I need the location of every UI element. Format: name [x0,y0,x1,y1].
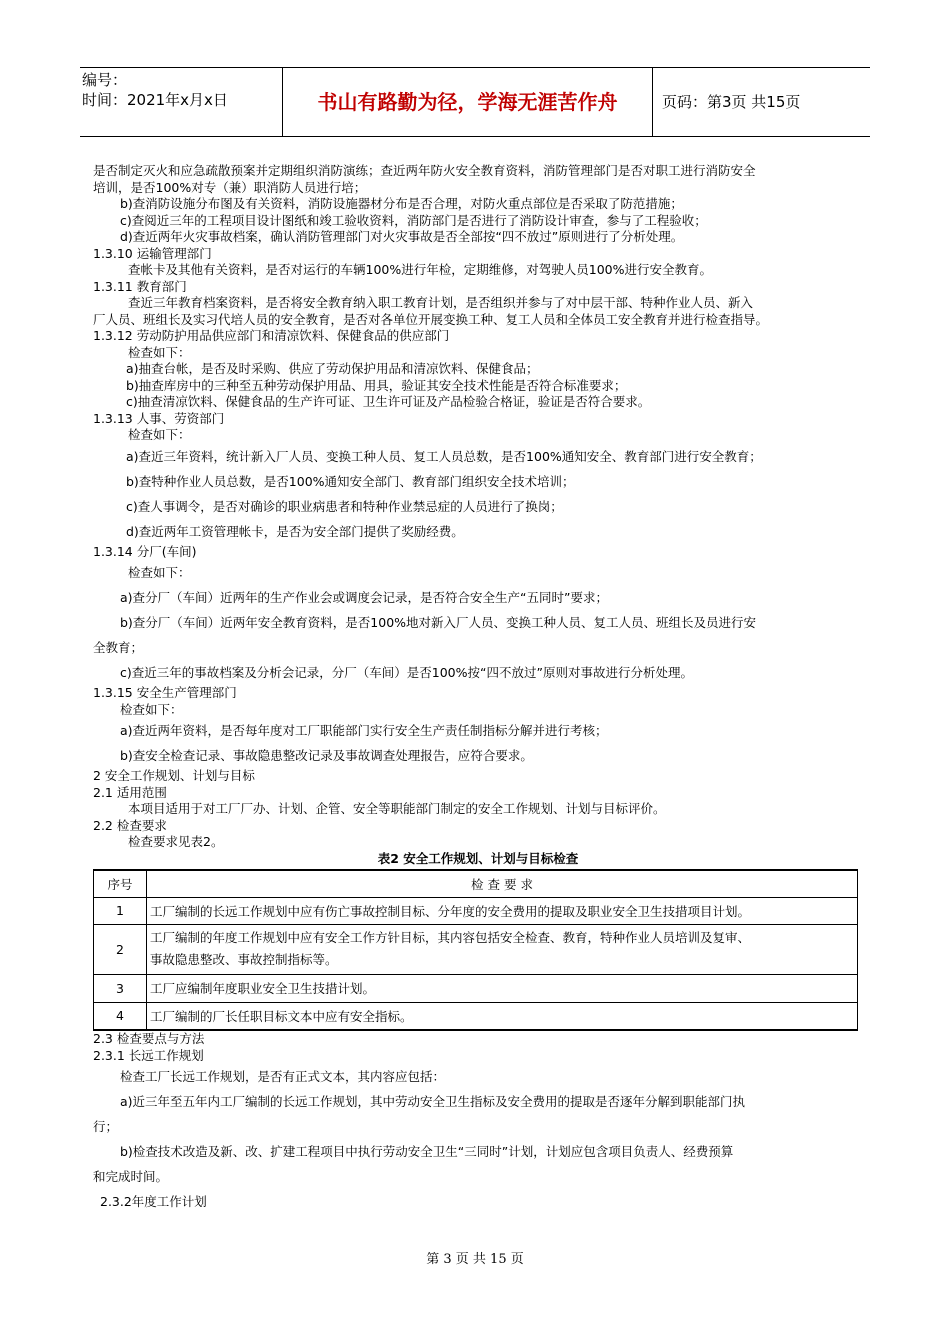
paragraph-line: 培训，是否100%对专（兼）职消防人员进行培； [93,179,367,195]
paragraph-line: 行； [93,1119,119,1134]
paragraph-line: 检查如下： [128,344,191,360]
paragraph-line: 本项目适用于对工厂厂办、计划、企管、安全等职能部门制定的安全工作规划、计划与目标评价。 [128,801,666,816]
paragraph-line: a)近三年至五年内工厂编制的长远工作规划，其中劳动安全卫生指标及安全费用的提取是否逐年分解到职能部门执 [120,1094,746,1109]
paragraph-line: 全教育； [93,640,144,655]
paragraph-line: b)查分厂（车间）近两年安全教育资料，是否100%地对新入厂人员、变换工种人员、复工人员、班组长及员进行安 [120,615,757,630]
paragraph-line: 是否制定灭火和应急疏散预案并定期组织消防演练；查近两年防火安全教育资料，消防管理部门是否对职工进行消防安全 [93,163,756,178]
inspection-table [93,869,858,1031]
table-row [94,897,858,924]
header-motto: 书山有路勤为径，学海无涯苦作舟 [317,90,618,114]
section-heading: 1.3.15 安全生产管理部门 [93,685,237,700]
table-header-row [94,870,858,897]
paragraph-line: d)查近两年工资管理帐卡，是否为安全部门提供了奖励经费。 [126,523,464,539]
table-cell-line: 事故隐患整改、事故控制指标等。 [150,952,338,967]
section-heading: 2 安全工作规划、计划与目标 [93,768,255,783]
table-cell-no: 4 [94,1002,147,1030]
paragraph-line: 检查工厂长远工作规划，是否有正式文本，其内容应包括： [120,1069,446,1084]
section-heading: 1.3.13 人事、劳资部门 [93,410,225,426]
paragraph-line: 查近三年教育档案资料，是否将安全教育纳入职工教育计划，是否组织并参与了对中层干部、特种作业人员、新入 [128,295,754,310]
section-heading: 2.1 适用范围 [93,784,167,800]
paragraph-line: a)抽查台帐，是否及时采购、供应了劳动保护用品和清凉饮料、保健食品； [126,361,539,376]
table-cell-text [147,924,858,974]
section-heading: 2.2 检查要求 [93,817,167,833]
table-caption: 表2 安全工作规划、计划与目标检查 [377,850,579,866]
table-row [94,1002,858,1030]
table-cell-no: 1 [94,897,147,924]
table-cell-no: 2 [94,924,147,974]
doc-date: 时间：2021年x月x日 [82,91,228,109]
section-heading: 2.3.2年度工作计划 [100,1194,207,1209]
paragraph-line: c)查人事调令，是否对确诊的职业病患者和特种作业禁忌症的人员进行了换岗； [126,498,563,514]
paragraph-line: a)查近三年资料，统计新入厂人员、变换工种人员、复工人员总数，是否100%通知安全、教育部门进行安全教育； [126,448,762,464]
section-heading: 2.3 检查要点与方法 [93,1031,205,1046]
table-cell-text [147,1002,858,1030]
document-body [93,163,863,1214]
table-cell-line: 工厂编制的年度工作规划中应有安全工作方针目标，其内容包括安全检查、教育，特种作业人员培训及复审、 [150,930,751,945]
table-cell-line: 工厂编制的厂长任职目标文本中应有安全指标。 [150,1008,413,1024]
table-header-cell: 序号 [94,870,147,897]
section-heading: 1.3.12 劳动防护用品供应部门和清凉饮料、保健食品的供应部门 [93,328,450,343]
header-meta [82,70,282,110]
paragraph-line: c)抽查清凉饮料、保健食品的生产许可证、卫生许可证及产品检验合格证，验证是否符合要求。 [126,394,651,409]
section-heading: 2.3.1 长远工作规划 [93,1047,204,1063]
section-heading: 1.3.10 运输管理部门 [93,245,212,261]
paragraph-line: 检查如下： [128,427,191,442]
table-row [94,974,858,1002]
paragraph-line: 检查要求见表2。 [128,834,224,849]
header-page-info: 页码：第3页 共15页 [662,93,801,111]
paragraph-line: c)查阅近三年的工程项目设计图纸和竣工验收资料，消防部门是否进行了消防设计审查，参与了工程验收； [120,212,707,228]
paragraph-line: c)查近三年的事故档案及分析会记录，分厂（车间）是否100%按“四不放过”原则对事故进行分析处理。 [120,665,693,680]
doc-number-label: 编号： [82,71,128,89]
paragraph-line: b)查消防设施分布图及有关资料，消防设施器材分布是否合理，对防火重点部位是否采取了防范措施； [120,196,683,211]
table-row [94,924,858,974]
table-header-cell: 检 查 要 求 [147,870,858,897]
paragraph-line: d)查近两年火灾事故档案，确认消防管理部门对火灾事故是否全部按“四不放过”原则进行了分析处理。 [120,229,684,244]
paragraph-line: a)查分厂（车间）近两年的生产作业会或调度会记录，是否符合安全生产“五同时”要求； [120,590,608,605]
page-footer: 第 3 页 共 15 页 [426,1252,524,1267]
paragraph-line: b)查特种作业人员总数，是否100%通知安全部门、教育部门组织安全技术培训； [126,473,575,489]
paragraph-line: 检查如下： [128,565,191,580]
paragraph-line: 查帐卡及其他有关资料，是否对运行的车辆100%进行年检，定期维修，对驾驶人员100%进行安全教育。 [128,262,712,277]
header-divider [652,68,653,136]
section-heading: 1.3.11 教育部门 [93,278,187,294]
table-cell-line: 工厂应编制年度职业安全卫生技措计划。 [150,981,376,996]
paragraph-line: 厂人员、班组长及实习代培人员的安全教育，是否对各单位开展变换工种、复工人员和全体员工安全教育并进行检查指导。 [93,311,769,327]
paragraph-line: 和完成时间。 [93,1169,169,1184]
table-cell-text [147,897,858,924]
paragraph-line: a)查近两年资料，是否每年度对工厂职能部门实行安全生产责任制指标分解并进行考核； [120,723,608,738]
table-cell-text [147,974,858,1002]
table-cell-line: 工厂编制的长远工作规划中应有伤亡事故控制目标、分年度的安全费用的提取及职业安全卫生技措项目计划。 [150,903,751,919]
section-heading: 1.3.14 分厂(车间) [93,543,197,559]
paragraph-line: b)抽查库房中的三种至五种劳动保护用品、用具，验证其安全技术性能是否符合标准要求； [126,377,627,393]
paragraph-line: b)查安全检查记录、事故隐患整改记录及事故调查处理报告，应符合要求。 [120,748,533,763]
paragraph-line: b)检查技术改造及新、改、扩建工程项目中执行劳动安全卫生“三同时”计划，计划应包含项目负责人、经费预算 [120,1144,734,1159]
page-header [80,67,870,137]
table-cell-no: 3 [94,974,147,1002]
paragraph-line: 检查如下： [120,701,183,717]
